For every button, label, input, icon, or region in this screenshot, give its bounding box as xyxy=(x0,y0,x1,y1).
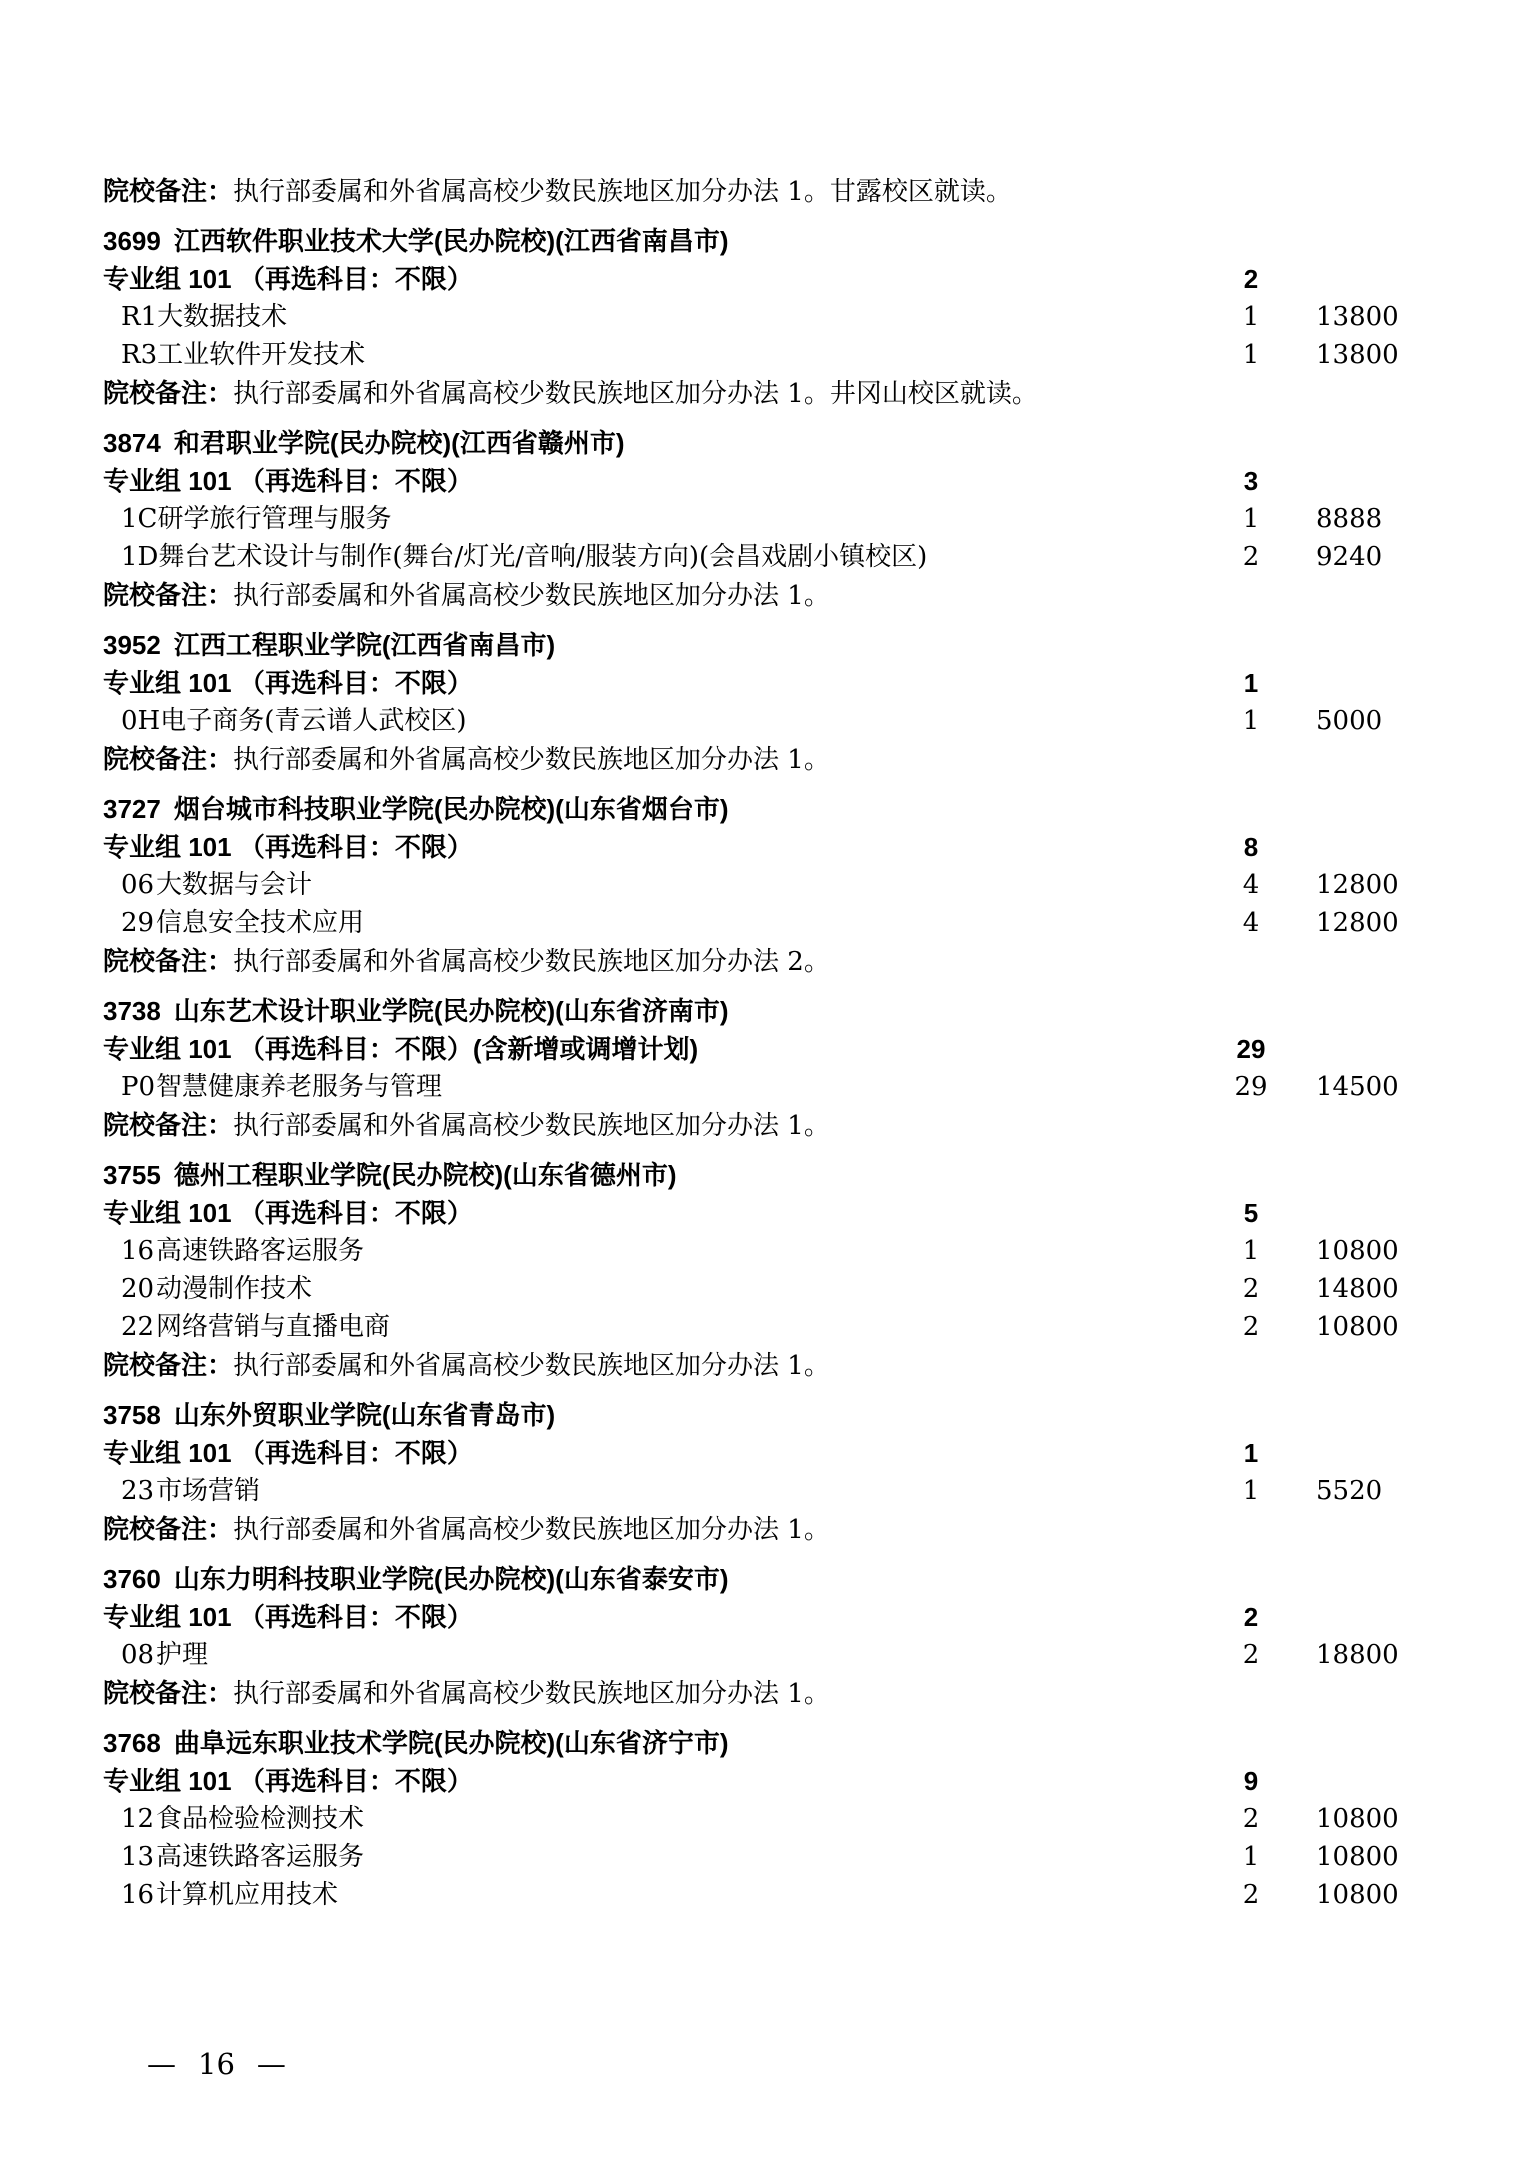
institution-title-row xyxy=(0,424,1517,462)
group-count: 29 xyxy=(1236,1034,1266,1064)
major-row xyxy=(0,500,1517,538)
major-row xyxy=(0,1232,1517,1270)
group-row xyxy=(0,1434,1517,1472)
group-row xyxy=(0,1762,1517,1800)
note-row xyxy=(0,740,1517,778)
group-count: 8 xyxy=(1243,832,1259,862)
institution-name: 江西工程职业学院(江西省南昌市) xyxy=(173,630,556,660)
major-fee: 9240 xyxy=(1316,542,1383,572)
institution-section xyxy=(0,1560,1517,1712)
note-text: 执行部委属和外省属高校少数民族地区加分办法 1。 xyxy=(233,1111,830,1141)
major-fee: 10800 xyxy=(1316,1842,1399,1872)
major-row xyxy=(0,336,1517,374)
group-label: 专业组 101 （再选科目：不限） xyxy=(103,1766,473,1796)
note-label: 院校备注： xyxy=(103,580,234,610)
major-fee: 12800 xyxy=(1316,908,1399,938)
major-code: 1C xyxy=(121,504,158,534)
group-label: 专业组 101 （再选科目：不限） xyxy=(103,668,473,698)
note-label: 院校备注： xyxy=(103,1514,234,1544)
major-name: 高速铁路客运服务 xyxy=(156,1236,365,1266)
page-number xyxy=(147,2045,286,2083)
major-fee: 8888 xyxy=(1316,504,1383,534)
institution-title-row xyxy=(0,222,1517,260)
major-code: 29 xyxy=(121,908,155,938)
institution-title-row xyxy=(0,626,1517,664)
note-label: 院校备注： xyxy=(103,1678,234,1708)
institution-code: 3758 xyxy=(103,1400,161,1430)
note-text: 执行部委属和外省属高校少数民族地区加分办法 1。 xyxy=(233,745,830,775)
major-fee: 10800 xyxy=(1316,1804,1399,1834)
major-count: 1 xyxy=(1242,1842,1260,1872)
group-label: 专业组 101 （再选科目：不限） xyxy=(103,1198,473,1228)
group-label: 专业组 101 （再选科目：不限） xyxy=(103,1602,473,1632)
major-fee: 5520 xyxy=(1316,1476,1383,1506)
group-count: 2 xyxy=(1243,264,1259,294)
institution-name: 山东力明科技职业学院(民办院校)(山东省泰安市) xyxy=(173,1564,729,1594)
group-label: 专业组 101 （再选科目：不限） xyxy=(103,1438,473,1468)
major-code: 13 xyxy=(121,1842,155,1872)
major-code: 20 xyxy=(121,1274,155,1304)
major-name: 研学旅行管理与服务 xyxy=(157,504,392,534)
institution-section xyxy=(0,626,1517,778)
note-text: 执行部委属和外省属高校少数民族地区加分办法 2。 xyxy=(233,947,830,977)
note-text: 执行部委属和外省属高校少数民族地区加分办法 1。 xyxy=(233,1515,830,1545)
major-count: 1 xyxy=(1242,706,1260,736)
major-count: 1 xyxy=(1242,1476,1260,1506)
institution-section xyxy=(0,1724,1517,1914)
major-fee: 12800 xyxy=(1316,870,1399,900)
major-row xyxy=(0,298,1517,336)
major-row xyxy=(0,1270,1517,1308)
institution-code: 3755 xyxy=(103,1160,161,1190)
major-fee: 5000 xyxy=(1316,706,1383,736)
major-row xyxy=(0,1636,1517,1674)
major-code: 16 xyxy=(121,1236,155,1266)
institution-section xyxy=(0,992,1517,1144)
group-row xyxy=(0,260,1517,298)
note-label: 院校备注： xyxy=(103,946,234,976)
institution-name: 烟台城市科技职业学院(民办院校)(山东省烟台市) xyxy=(173,794,729,824)
major-code: 16 xyxy=(121,1880,155,1910)
major-code: R1 xyxy=(121,302,158,332)
note-row xyxy=(0,1674,1517,1712)
major-code: 06 xyxy=(121,870,155,900)
group-row xyxy=(0,1598,1517,1636)
institution-name: 山东艺术设计职业学院(民办院校)(山东省济南市) xyxy=(173,996,729,1026)
major-count: 1 xyxy=(1242,302,1260,332)
institution-code: 3738 xyxy=(103,996,161,1026)
note-row xyxy=(0,374,1517,412)
major-name: 食品检验检测技术 xyxy=(156,1804,365,1834)
institution-code: 3952 xyxy=(103,630,161,660)
major-name: 智慧健康养老服务与管理 xyxy=(156,1072,443,1102)
institution-code: 3768 xyxy=(103,1728,161,1758)
institution-name: 江西软件职业技术大学(民办院校)(江西省南昌市) xyxy=(173,226,729,256)
major-fee: 13800 xyxy=(1316,340,1399,370)
major-name: 高速铁路客运服务 xyxy=(156,1842,365,1872)
major-row xyxy=(0,1800,1517,1838)
group-count: 1 xyxy=(1243,1438,1259,1468)
major-row xyxy=(0,1472,1517,1510)
institution-title-row xyxy=(0,1156,1517,1194)
major-name: 护理 xyxy=(156,1640,209,1670)
group-row xyxy=(0,462,1517,500)
institution-name: 和君职业学院(民办院校)(江西省赣州市) xyxy=(173,428,625,458)
major-fee: 18800 xyxy=(1316,1640,1399,1670)
major-fee: 10800 xyxy=(1316,1880,1399,1910)
note-row xyxy=(0,1106,1517,1144)
major-row xyxy=(0,1876,1517,1914)
major-code: P0 xyxy=(121,1072,156,1102)
major-name: 动漫制作技术 xyxy=(156,1274,313,1304)
major-fee: 10800 xyxy=(1316,1236,1399,1266)
note-label: 院校备注： xyxy=(103,176,234,206)
institution-section xyxy=(0,790,1517,980)
note-label: 院校备注： xyxy=(103,378,234,408)
institution-title-row xyxy=(0,1396,1517,1434)
group-row xyxy=(0,1030,1517,1068)
top-note-row xyxy=(0,172,1517,210)
group-count: 1 xyxy=(1243,668,1259,698)
group-count: 5 xyxy=(1243,1198,1259,1228)
major-count: 2 xyxy=(1242,1880,1260,1910)
major-count: 29 xyxy=(1234,1072,1268,1102)
note-row xyxy=(0,942,1517,980)
institution-name: 德州工程职业学院(民办院校)(山东省德州市) xyxy=(173,1160,677,1190)
note-text: 执行部委属和外省属高校少数民族地区加分办法 1。 xyxy=(233,581,830,611)
institution-code: 3760 xyxy=(103,1564,161,1594)
note-text: 执行部委属和外省属高校少数民族地区加分办法 1。甘露校区就读。 xyxy=(233,177,1012,207)
group-row xyxy=(0,828,1517,866)
major-count: 2 xyxy=(1242,1804,1260,1834)
major-fee: 13800 xyxy=(1316,302,1399,332)
institution-name: 山东外贸职业学院(山东省青岛市) xyxy=(173,1400,556,1430)
major-code: 0H xyxy=(121,706,161,736)
group-label: 专业组 101 （再选科目：不限） xyxy=(103,264,473,294)
group-count: 9 xyxy=(1243,1766,1259,1796)
note-label: 院校备注： xyxy=(103,744,234,774)
major-name: 舞台艺术设计与制作(舞台/灯光/音响/服装方向)(会昌戏剧小镇校区) xyxy=(158,542,928,572)
institution-section xyxy=(0,222,1517,412)
major-name: 市场营销 xyxy=(156,1476,261,1506)
major-count: 2 xyxy=(1242,1274,1260,1304)
note-row xyxy=(0,576,1517,614)
major-fee: 14800 xyxy=(1316,1274,1399,1304)
major-code: 23 xyxy=(121,1476,155,1506)
major-row xyxy=(0,538,1517,576)
major-row xyxy=(0,1068,1517,1106)
major-name: 信息安全技术应用 xyxy=(156,908,365,938)
major-count: 1 xyxy=(1242,504,1260,534)
page-number-value: 16 xyxy=(198,2047,235,2081)
institution-title-row xyxy=(0,790,1517,828)
note-text: 执行部委属和外省属高校少数民族地区加分办法 1。井冈山校区就读。 xyxy=(233,379,1038,409)
institution-name: 曲阜远东职业技术学院(民办院校)(山东省济宁市) xyxy=(173,1728,729,1758)
major-count: 1 xyxy=(1242,1236,1260,1266)
major-code: 12 xyxy=(121,1804,155,1834)
major-row xyxy=(0,866,1517,904)
major-fee: 14500 xyxy=(1316,1072,1399,1102)
institution-title-row xyxy=(0,992,1517,1030)
major-row xyxy=(0,904,1517,942)
group-label: 专业组 101 （再选科目：不限） xyxy=(103,832,473,862)
major-name: 大数据技术 xyxy=(157,302,288,332)
note-text: 执行部委属和外省属高校少数民族地区加分办法 1。 xyxy=(233,1351,830,1381)
note-row xyxy=(0,1510,1517,1548)
group-label: 专业组 101 （再选科目：不限） xyxy=(103,466,473,496)
page-number-dash-right: — xyxy=(256,2047,286,2081)
major-count: 4 xyxy=(1242,908,1260,938)
major-name: 大数据与会计 xyxy=(156,870,313,900)
major-count: 2 xyxy=(1242,1312,1260,1342)
major-fee: 10800 xyxy=(1316,1312,1399,1342)
major-code: R3 xyxy=(121,340,158,370)
major-code: 08 xyxy=(121,1640,155,1670)
institution-code: 3699 xyxy=(103,226,161,256)
institution-code: 3727 xyxy=(103,794,161,824)
major-count: 2 xyxy=(1242,542,1260,572)
group-count: 3 xyxy=(1243,466,1259,496)
institution-code: 3874 xyxy=(103,428,161,458)
institution-section xyxy=(0,424,1517,614)
group-row xyxy=(0,1194,1517,1232)
note-row xyxy=(0,1346,1517,1384)
note-text: 执行部委属和外省属高校少数民族地区加分办法 1。 xyxy=(233,1679,830,1709)
page-number-dash-left: — xyxy=(147,2047,176,2081)
group-label: 专业组 101 （再选科目：不限）(含新增或调增计划) xyxy=(103,1034,699,1064)
major-code: 1D xyxy=(121,542,159,572)
major-name: 电子商务(青云谱人武校区) xyxy=(160,706,467,736)
major-row xyxy=(0,1838,1517,1876)
group-row xyxy=(0,664,1517,702)
major-count: 4 xyxy=(1242,870,1260,900)
major-code: 22 xyxy=(121,1312,155,1342)
major-count: 2 xyxy=(1242,1640,1260,1670)
major-row xyxy=(0,702,1517,740)
major-count: 1 xyxy=(1242,340,1260,370)
major-row xyxy=(0,1308,1517,1346)
major-name: 工业软件开发技术 xyxy=(157,340,366,370)
major-name: 网络营销与直播电商 xyxy=(156,1312,391,1342)
institution-section xyxy=(0,1156,1517,1384)
page-content xyxy=(0,172,1517,1914)
group-count: 2 xyxy=(1243,1602,1259,1632)
note-label: 院校备注： xyxy=(103,1350,234,1380)
major-name: 计算机应用技术 xyxy=(156,1880,339,1910)
note-label: 院校备注： xyxy=(103,1110,234,1140)
institution-title-row xyxy=(0,1560,1517,1598)
institution-section xyxy=(0,1396,1517,1548)
institution-title-row xyxy=(0,1724,1517,1762)
